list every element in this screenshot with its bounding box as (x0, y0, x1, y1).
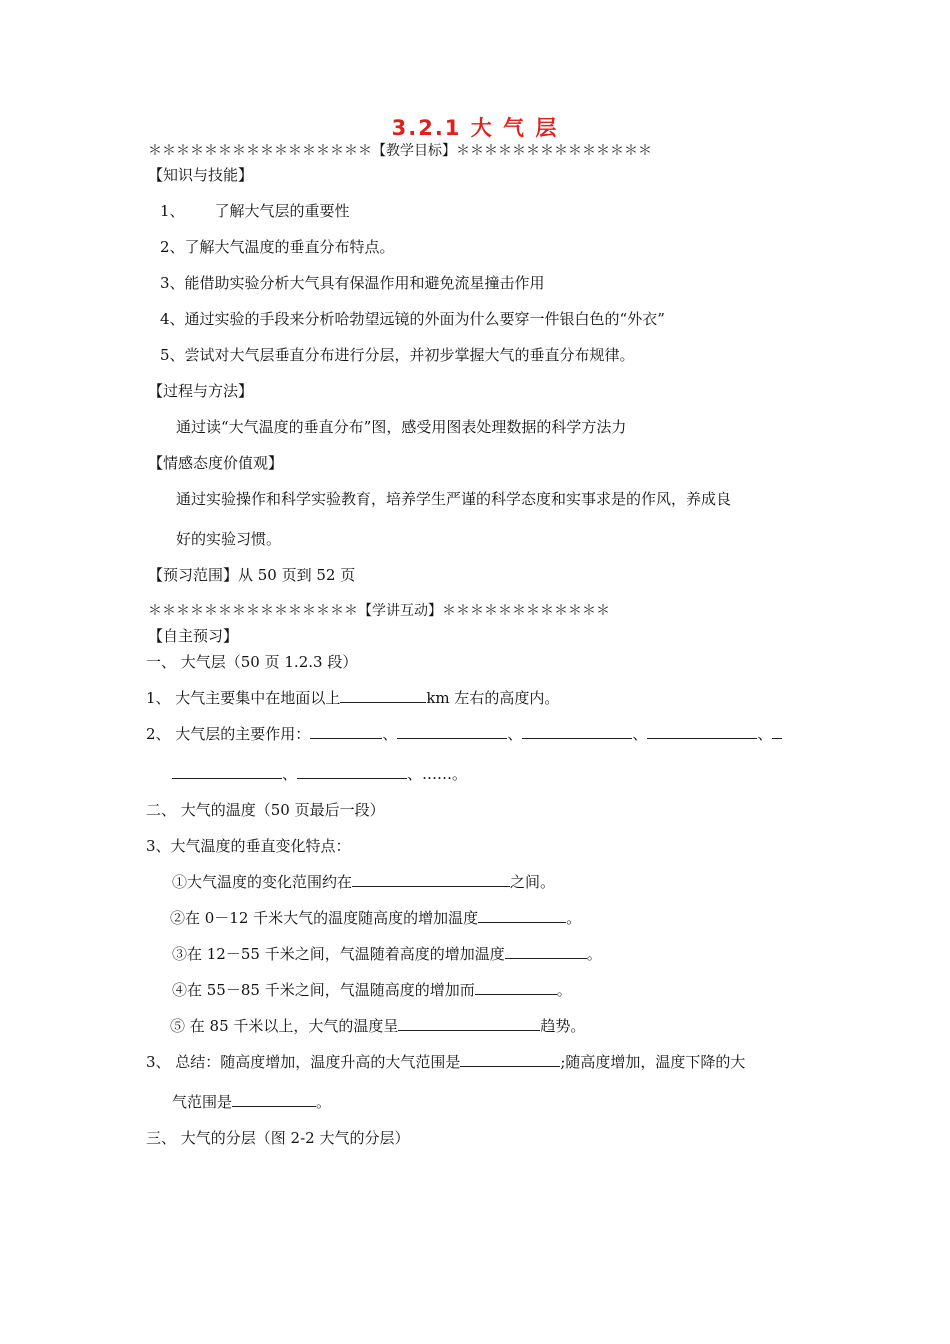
summary-prefix: 3、 总结：随高度增加，温度升高的大气范围是 (146, 1053, 461, 1071)
objective-4: 4、通过实验的手段来分析哈勃望远镜的外面为什么要穿一件银白色的“外衣” (160, 310, 665, 328)
emotion-text-line1: 通过实验操作和科学实验教育，培养学生严谨的科学态度和实事求是的作风，养成良 (176, 490, 732, 508)
characteristic-3-prefix: ③在 12－55 千米之间，气温随着高度的增加温度 (172, 945, 505, 963)
characteristic-4 (172, 980, 572, 1000)
period: 。 (556, 981, 572, 999)
objective-3: 3、能借助实验分析大气具有保温作用和避免流星撞击作用 (160, 274, 545, 292)
question-2-prefix: 2、 大气层的主要作用： (146, 725, 311, 743)
objective-2: 2、了解大气温度的垂直分布特点。 (160, 238, 395, 256)
section-1-heading: 一、 大气层（50 页 1.2.3 段） (146, 653, 358, 671)
separator: 、 (282, 765, 298, 783)
page-title: 3.2.1 大 气 层 (391, 116, 559, 140)
separator: 、 (632, 725, 648, 743)
question-1 (146, 688, 559, 708)
process-text: 通过读“大气温度的垂直分布”图，感受用图表处理数据的科学方法力 (176, 418, 627, 436)
blank-field[interactable] (232, 1092, 316, 1107)
characteristic-2 (170, 908, 581, 928)
summary-middle: ;随高度增加，温度下降的大 (560, 1053, 746, 1071)
emotion-heading: 【情感态度价值观】 (148, 454, 284, 472)
characteristic-2-prefix: ②在 0－12 千米大气的温度随高度的增加温度 (170, 909, 479, 927)
section-3-heading: 三、 大气的分层（图 2-2 大气的分层） (146, 1129, 410, 1147)
period: 。 (566, 909, 582, 927)
characteristic-4-prefix: ④在 55－85 千米之间，气温随高度的增加而 (172, 981, 475, 999)
blank-field[interactable] (647, 724, 757, 739)
question-1-suffix: km 左右的高度内。 (426, 689, 560, 707)
objective-1-number: 1、 (160, 202, 185, 220)
separator: 、 (382, 725, 398, 743)
preview-range: 【预习范围】从 50 页到 52 页 (148, 566, 356, 584)
characteristic-1-suffix: 之间。 (510, 873, 556, 891)
blank-field[interactable] (398, 1016, 540, 1031)
characteristic-1 (172, 872, 555, 892)
knowledge-heading: 【知识与技能】 (148, 166, 254, 184)
blank-field[interactable] (352, 872, 510, 887)
characteristic-1-prefix: ①大气温度的变化范围约在 (172, 873, 353, 891)
blank-field[interactable] (397, 724, 507, 739)
question-2 (146, 724, 782, 744)
objective-1 (160, 201, 350, 221)
blank-field[interactable] (505, 944, 587, 959)
section-2-heading: 二、 大气的温度（50 页最后一段） (146, 801, 385, 819)
interaction-banner: ＊＊＊＊＊＊＊＊＊＊＊＊＊＊＊【学讲互动】＊＊＊＊＊＊＊＊＊＊＊＊ (148, 603, 610, 619)
self-preview-heading: 【自主预习】 (148, 627, 239, 645)
blank-field[interactable] (522, 724, 632, 739)
blank-field[interactable] (297, 764, 407, 779)
summary (146, 1052, 745, 1072)
question-3: 3、大气温度的垂直变化特点： (146, 837, 351, 855)
emotion-text-line2: 好的实验习惯。 (176, 530, 282, 548)
blank-field[interactable] (475, 980, 557, 995)
separator: 、 (757, 725, 773, 743)
characteristic-5 (170, 1016, 585, 1036)
objective-5: 5、尝试对大气层垂直分布进行分层，并初步掌握大气的垂直分布规律。 (160, 346, 635, 364)
characteristic-5-prefix: ⑤ 在 85 千米以上，大气的温度呈 (170, 1017, 399, 1035)
blank-field[interactable] (310, 724, 382, 739)
blank-field[interactable] (172, 764, 282, 779)
blank-field[interactable] (478, 908, 566, 923)
question-2-end: 、……。 (407, 765, 468, 783)
blank-field[interactable] (340, 688, 426, 703)
objectives-banner: ＊＊＊＊＊＊＊＊＊＊＊＊＊＊＊＊【教学目标】＊＊＊＊＊＊＊＊＊＊＊＊＊＊ (148, 143, 652, 159)
characteristic-3 (172, 944, 602, 964)
characteristic-5-suffix: 趋势。 (540, 1017, 586, 1035)
summary-continued (172, 1092, 331, 1112)
blank-field[interactable] (772, 724, 782, 739)
question-1-prefix: 1、 大气主要集中在地面以上 (146, 689, 341, 707)
period: 。 (586, 945, 602, 963)
question-2-continued (172, 764, 467, 784)
blank-field[interactable] (460, 1052, 560, 1067)
objective-1-text: 了解大气层的重要性 (214, 202, 350, 220)
process-heading: 【过程与方法】 (148, 382, 254, 400)
separator: 、 (507, 725, 523, 743)
period: 。 (316, 1093, 332, 1111)
summary-continued-prefix: 气范围是 (172, 1093, 233, 1111)
